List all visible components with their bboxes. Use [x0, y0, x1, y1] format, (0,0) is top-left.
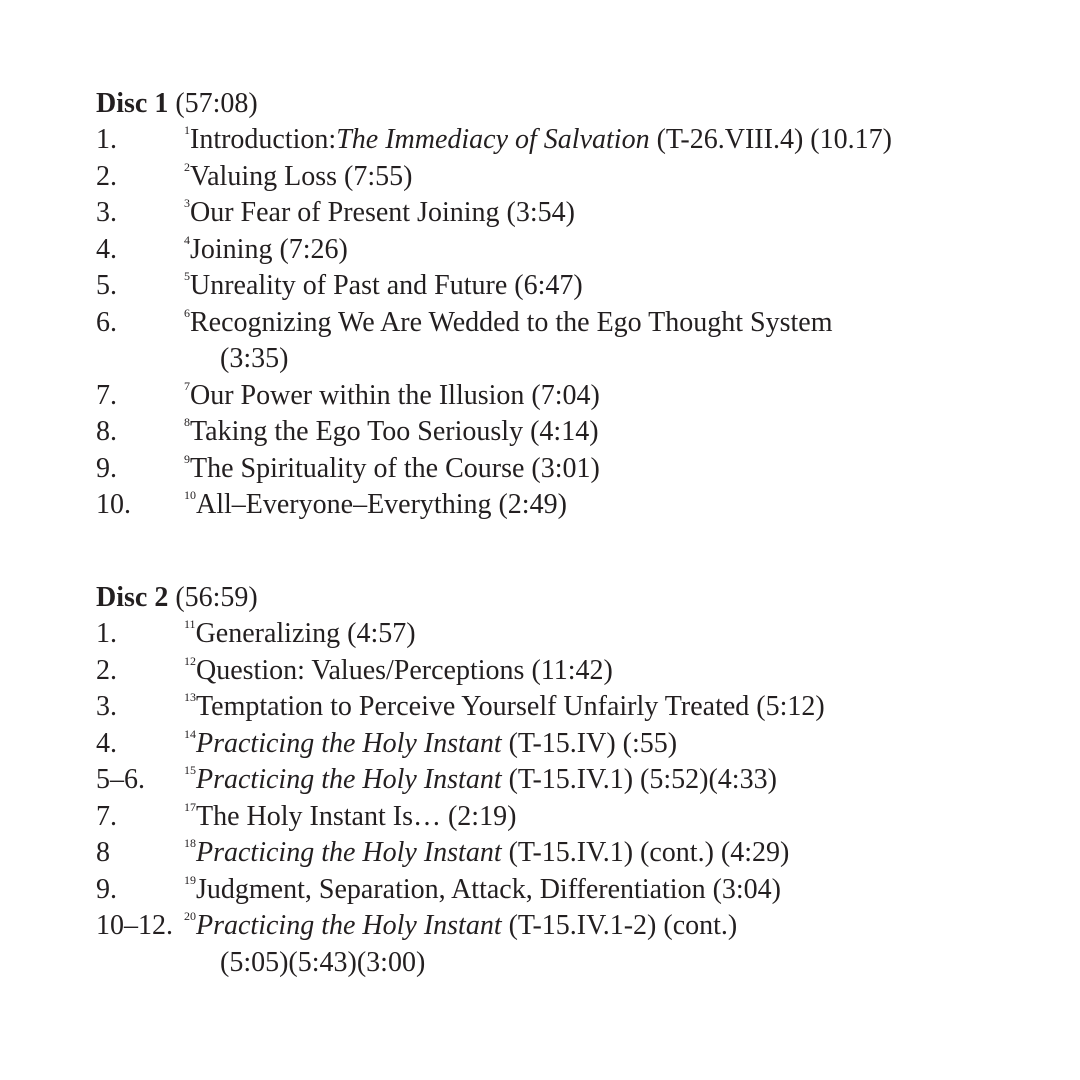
footnote-marker: 14 [184, 726, 196, 741]
track-row [96, 872, 1056, 909]
track-number: 4. [96, 233, 117, 265]
track-number: 6. [96, 306, 117, 338]
track-title-italic: Practicing the Holy Instant [196, 727, 502, 759]
track-title [96, 689, 1056, 726]
track-title [96, 232, 1056, 269]
track-title [96, 487, 1056, 524]
footnote-marker: 15 [184, 763, 196, 777]
track-title-italic: Practicing the Holy Instant [196, 764, 502, 795]
footnote-marker: 12 [184, 653, 196, 668]
track-title [96, 908, 1056, 981]
track-title-text: Joining (7:26) [190, 233, 348, 265]
track-title [96, 726, 1056, 763]
track-title [96, 451, 1056, 488]
track-row [96, 653, 1056, 690]
footnote-marker: 10 [184, 488, 196, 502]
disc-2-duration: (56:59) [175, 582, 258, 613]
disc-2-header [96, 580, 1056, 616]
track-row [96, 195, 1056, 232]
track-title-text: Question: Values/Perceptions (11:42) [196, 654, 613, 686]
footnote-marker: 4 [184, 232, 190, 247]
track-number: 5–6. [96, 764, 145, 795]
track-title-text: Our Power within the Illusion (7:04) [190, 379, 600, 411]
footnote-marker: 2 [184, 159, 190, 174]
track-row [96, 378, 1056, 415]
track-number: 10–12. [96, 910, 173, 941]
track-row [96, 451, 1056, 488]
track-title-text: Unreality of Past and Future (6:47) [190, 270, 583, 301]
track-row [96, 159, 1056, 196]
track-title-text: (T-26.VIII.4) (10.17) [649, 124, 892, 155]
track-row [96, 835, 1056, 872]
track-title-text: Temptation to Perceive Yourself Unfairly Treated (5:12) [196, 691, 825, 722]
track-row [96, 268, 1056, 305]
footnote-marker: 8 [184, 415, 190, 429]
track-row [96, 908, 1056, 981]
track-title [96, 762, 1056, 799]
track-number: 1. [96, 618, 117, 649]
track-title [96, 305, 1056, 378]
track-title-text: (T-15.IV.1) (cont.) (4:29) [501, 837, 790, 868]
track-title-text: Judgment, Separation, Attack, Differentiation (3:04) [196, 873, 782, 905]
disc-2-track-list [96, 616, 1056, 981]
footnote-marker: 19 [184, 872, 196, 887]
footnote-marker: 6 [184, 305, 190, 320]
track-title-text: (T-15.IV) (:55) [501, 727, 678, 759]
track-title [96, 122, 1056, 159]
track-title-text: Introduction: [190, 124, 337, 155]
track-number: 2. [96, 654, 117, 686]
track-title-text: Taking the Ego Too Seriously (4:14) [190, 416, 599, 447]
track-row [96, 762, 1056, 799]
footnote-marker: 9 [184, 451, 190, 466]
track-row [96, 799, 1056, 836]
footnote-marker: 20 [184, 909, 196, 923]
disc-1-track-list [96, 122, 1056, 524]
track-title [96, 159, 1056, 196]
disc-1-duration: (57:08) [175, 88, 258, 119]
track-title-text: Generalizing (4:57) [195, 618, 416, 649]
disc-2-label: Disc 2 [96, 582, 169, 613]
track-title [96, 653, 1056, 690]
disc-1-header [96, 86, 1056, 122]
track-title [96, 835, 1056, 872]
footnote-marker: 1 [184, 123, 190, 137]
track-title-text: The Holy Instant Is… (2:19) [196, 800, 517, 832]
track-title-italic: Practicing the Holy Instant [196, 910, 502, 941]
track-number: 9. [96, 873, 117, 905]
track-title-text: Valuing Loss (7:55) [190, 160, 413, 192]
track-title-text: The Spirituality of the Course (3:01) [190, 452, 600, 484]
track-title-italic: The Immediacy of Salvation [336, 124, 650, 155]
footnote-marker: 3 [184, 196, 190, 210]
footnote-marker: 5 [184, 269, 190, 283]
track-number: 2. [96, 160, 117, 192]
track-title-text: Recognizing We Are Wedded to the Ego Thought System [190, 306, 833, 338]
track-number: 3. [96, 691, 117, 722]
track-row [96, 616, 1056, 653]
track-title [96, 268, 1056, 305]
track-number: 4. [96, 727, 117, 759]
track-number: 9. [96, 452, 117, 484]
track-title-text: (T-15.IV.1-2) (cont.) [501, 910, 738, 941]
track-title [96, 414, 1056, 451]
footnote-marker: 18 [184, 836, 196, 850]
track-number: 10. [96, 489, 131, 520]
track-number: 8 [96, 837, 110, 868]
track-duration-continuation: (3:35) [220, 343, 289, 374]
track-title-text: Our Fear of Present Joining (3:54) [190, 197, 575, 228]
disc-1-label: Disc 1 [96, 88, 169, 119]
track-title [96, 195, 1056, 232]
footnote-marker: 17 [184, 799, 196, 814]
track-number: 7. [96, 800, 117, 832]
track-title [96, 378, 1056, 415]
track-row [96, 122, 1056, 159]
track-title [96, 799, 1056, 836]
track-number: 1. [96, 124, 117, 155]
track-title-text: All–Everyone–Everything (2:49) [196, 489, 567, 520]
track-duration-continuation: (5:05)(5:43)(3:00) [220, 946, 426, 978]
track-title-text: (T-15.IV.1) (5:52)(4:33) [501, 764, 777, 795]
track-row [96, 232, 1056, 269]
track-number: 7. [96, 379, 117, 411]
track-row [96, 689, 1056, 726]
footnote-marker: 13 [184, 690, 196, 704]
track-row [96, 414, 1056, 451]
track-row [96, 305, 1056, 378]
disc-1-section [96, 86, 1056, 524]
footnote-marker: 7 [184, 378, 190, 393]
track-title-italic: Practicing the Holy Instant [196, 837, 502, 868]
track-number: 3. [96, 197, 117, 228]
track-number: 5. [96, 270, 117, 301]
footnote-marker: 11 [184, 617, 196, 631]
disc-2-section [96, 580, 1056, 981]
track-row [96, 726, 1056, 763]
track-title [96, 616, 1056, 653]
track-number: 8. [96, 416, 117, 447]
track-row [96, 487, 1056, 524]
track-title [96, 872, 1056, 909]
